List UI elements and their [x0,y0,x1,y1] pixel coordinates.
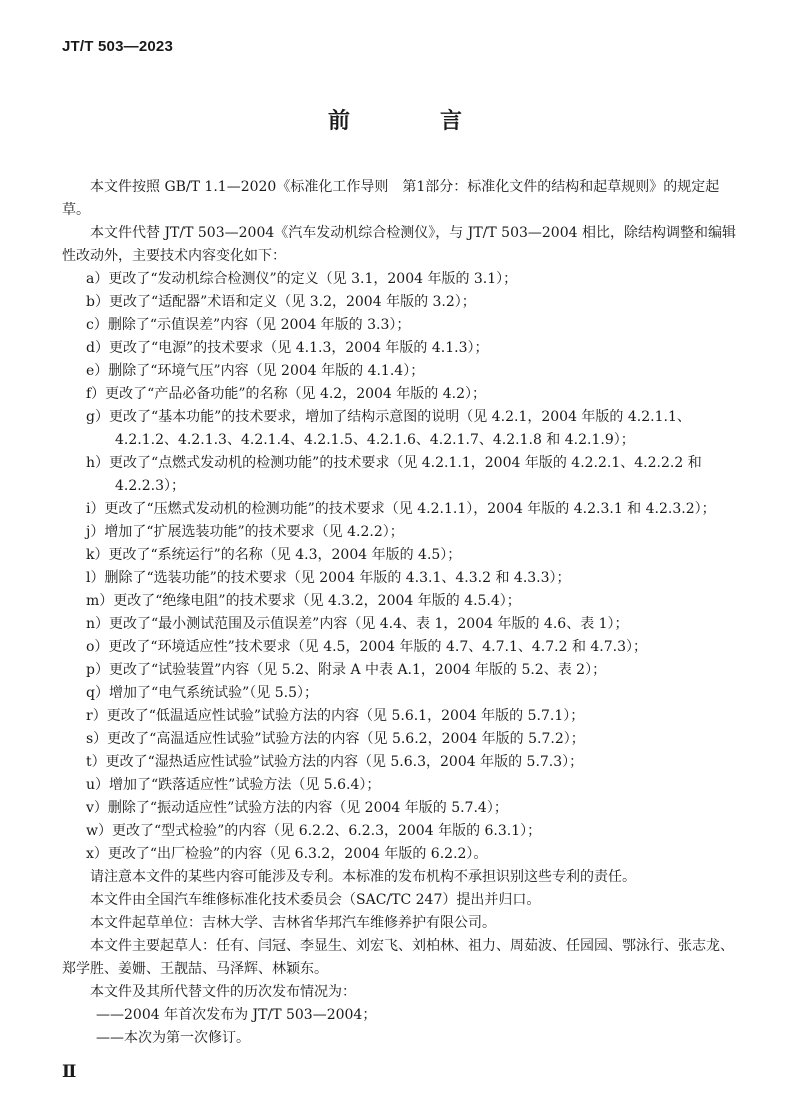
page-title: 前 言 [327,109,496,134]
list-item: k）更改了“系统运行”的名称（见 4.3，2004 年版的 4.5）； [86,547,462,563]
list-item: q）增加了“电气系统试验”（见 5.5）； [86,685,318,701]
doc-number-header: JT/T 503—2023 [62,38,173,55]
list-item: a）更改了“发动机综合检测仪”的定义（见 3.1，2004 年版的 3.1）； [86,271,518,287]
proposer-statement: 本文件由全国汽车维修标准化技术委员会（SAC/TC 247）提出并归口。 [90,892,541,908]
history-item: ——2004 年首次发布为 JT/T 503—2004； [96,1007,377,1023]
intro-paragraph-2: 本文件代替 JT/T 503—2004《汽车发动机综合检测仪》，与 JT/T 503—2004 相比，除结构调整和编辑性改动外，主要技术内容变化如下： [62,225,736,264]
drafters: 本文件主要起草人：任有、闫冠、李显生、刘宏飞、刘柏林、祖力、周茹波、任园园、鄂泳行、张志龙、郑学胜、姜姗、王靓喆、马泽辉、林颖东。 [62,938,734,977]
list-item: t）更改了“湿热适应性试验”试验方法的内容（见 5.6.3，2004 年版的 5.7.3）； [86,754,584,770]
list-item: p）更改了“试验装置”内容（见 5.2、附录 A 中表 A.1，2004 年版的 5.2、表 2）； [86,662,607,678]
foreword-body [62,176,738,1050]
list-item: c）删除了“示值误差”内容（见 2004 年版的 3.3）； [86,317,411,333]
list-item: j）增加了“扩展选装功能”的技术要求（见 4.2.2）； [86,524,404,540]
list-item: m）更改了“绝缘电阻”的技术要求（见 4.3.2，2004 年版的 4.5.4）； [86,593,521,609]
list-item: s）更改了“高温适应性试验”试验方法的内容（见 5.6.2，2004 年版的 5.7.2）； [86,731,585,747]
history-intro: 本文件及其所代替文件的历次发布情况为： [90,984,356,1000]
list-item: v）删除了“振动适应性”试验方法的内容（见 2004 年版的 5.7.4）； [86,800,508,816]
list-item: d）更改了“电源”的技术要求（见 4.1.3，2004 年版的 4.1.3）； [86,340,489,356]
list-item: w）更改了“型式检验”的内容（见 6.2.2、6.2.3，2004 年版的 6.3.1）； [86,823,542,839]
list-item: b）更改了“适配器”术语和定义（见 3.2，2004 年版的 3.2）； [86,294,476,310]
history-item: ——本次为第一次修订。 [96,1030,250,1046]
intro-paragraph-1: 本文件按照 GB/T 1.1—2020《标准化工作导则 第1部分：标准化文件的结构和起草规则》的规定起草。 [62,179,720,218]
drafting-organizations: 本文件起草单位：吉林大学、吉林省华邦汽车维修养护有限公司。 [90,915,496,931]
page-number: Ⅱ [62,1062,77,1082]
patent-notice: 请注意本文件的某些内容可能涉及专利。本标准的发布机构不承担识别这些专利的责任。 [90,869,636,885]
list-item: l）删除了“选装功能”的技术要求（见 2004 年版的 4.3.1、4.3.2 和 4.3.3）； [86,570,571,586]
list-item: h）更改了“点燃式发动机的检测功能”的技术要求（见 4.2.1.1，2004 年版的 4.2.2.1、4.2.2.2 和 4.2.2.3）； [86,455,702,494]
list-item: e）删除了“环境气压”内容（见 2004 年版的 4.1.4）； [86,363,425,379]
list-item: n）更改了“最小测试范围及示值误差”内容（见 4.4、表 1，2004 年版的 4.6、表 1）； [86,616,629,632]
list-item: i）更改了“压燃式发动机的检测功能”的技术要求（见 4.2.1.1），2004 年版的 4.2.3.1 和 4.2.3.2）； [86,501,716,517]
list-item: r）更改了“低温适应性试验”试验方法的内容（见 5.6.1，2004 年版的 5.7.1）； [86,708,585,724]
list-item: o）更改了“环境适应性”技术要求（见 4.5，2004 年版的 4.7、4.7.1、4.7.2 和 4.7.3）； [86,639,648,655]
changes-list [62,268,738,866]
list-item: f）更改了“产品必备功能”的名称（见 4.2，2004 年版的 4.2）； [86,386,487,402]
list-item: u）增加了“跌落适应性”试验方法（见 5.6.4）； [86,777,381,793]
list-item: g）更改了“基本功能”的技术要求，增加了结构示意图的说明（见 4.2.1，2004 年版的 4.2.1.1、4.2.1.2、4.2.1.3、4.2.1.4、4.2.1.5、4.2.1.6、4.2.1.7、4.2.1.8 和 4.2.1.9）； [86,409,691,448]
list-item: x）更改了“出厂检验”的内容（见 6.3.2，2004 年版的 6.2.2）。 [86,846,488,862]
